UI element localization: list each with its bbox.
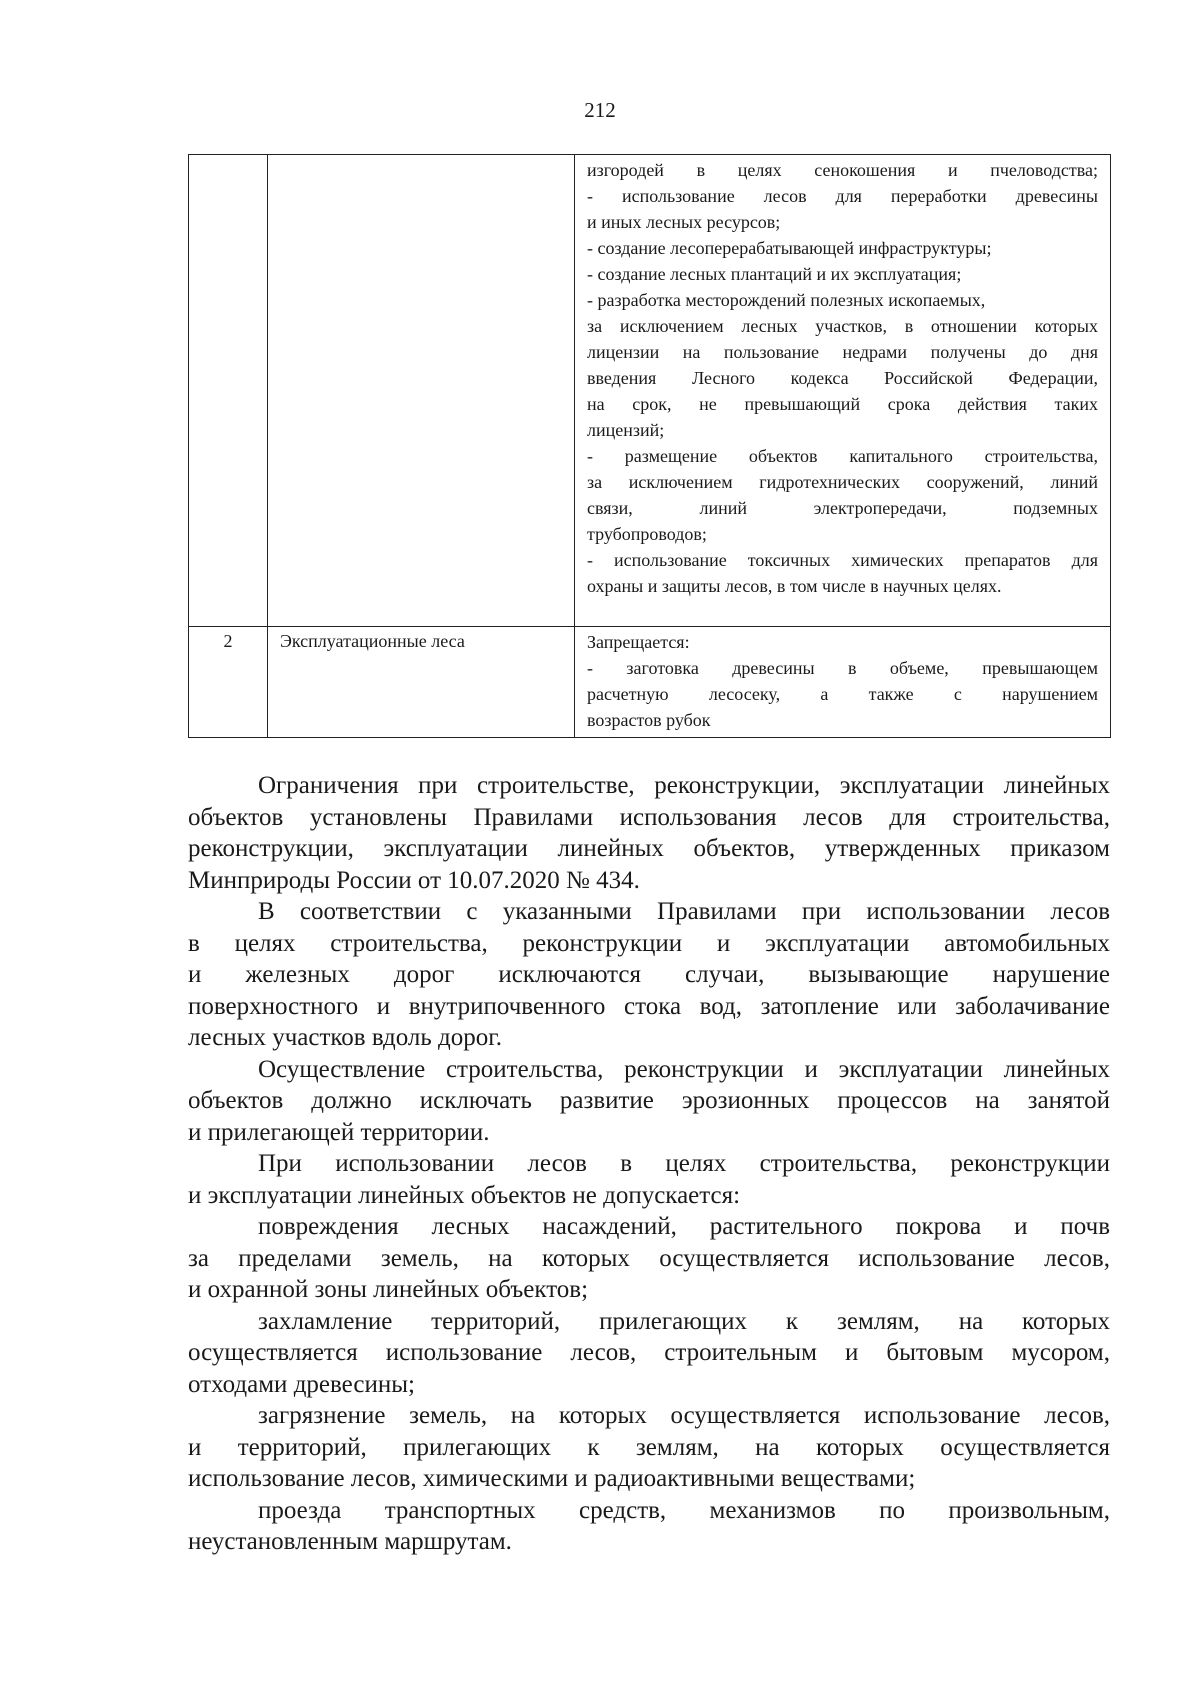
restriction-line: за исключением лесных участков, в отношении которых: [587, 316, 1098, 336]
restriction-line: - размещение объектов капитального строительства,: [587, 446, 1098, 466]
restriction-line: охраны и защиты лесов, в том числе в научных целях.: [587, 576, 1002, 596]
paragraph-littering: [188, 1306, 1110, 1401]
paragraph-line: Осуществление строительства, реконструкции и эксплуатации линейных: [258, 1055, 1110, 1083]
paragraph-erosion: [188, 1054, 1110, 1149]
restriction-line: Запрещается:: [587, 632, 690, 652]
restrictions-table: [188, 154, 1111, 738]
restriction-line: трубопроводов;: [587, 524, 707, 544]
restriction-line: лицензий;: [587, 420, 665, 440]
paragraph-line: загрязнение земель, на которых осуществляется использование лесов,: [258, 1402, 1110, 1429]
restriction-line: - создание лесных плантаций и их эксплуатация;: [587, 264, 962, 284]
restrictions-cell: [575, 155, 1111, 627]
paragraph-line: При использовании лесов в целях строительства, реконструкции: [258, 1150, 1110, 1177]
paragraph-line: Минприроды России от 10.07.2020 № 434.: [188, 866, 640, 894]
paragraph-line: за пределами земель, на которых осуществляется использование лесов,: [188, 1244, 1110, 1272]
forest-category-cell: [268, 155, 575, 627]
paragraph-line: Ограничения при строительстве, реконструкции, эксплуатации линейных: [258, 772, 1110, 799]
paragraph-line: отходами древесины;: [188, 1370, 415, 1398]
restriction-line: - заготовка древесины в объеме, превышающем: [587, 658, 1098, 678]
paragraph-line: объектов должно исключать развитие эрозионных процессов на занятой: [188, 1087, 1110, 1114]
restriction-line: и иных лесных ресурсов;: [587, 212, 781, 232]
restriction-line: - использование токсичных химических препаратов для: [587, 550, 1098, 570]
table-row: [189, 155, 1111, 627]
paragraph-pollution: [188, 1400, 1110, 1495]
page-number: 212: [584, 98, 616, 122]
paragraph-line: и территорий, прилегающих к землям, на которых осуществляется: [188, 1433, 1110, 1461]
restriction-line: возрастов рубок: [587, 710, 711, 730]
restriction-line: за исключением гидротехнических сооружений, линий: [587, 472, 1098, 492]
body-text: [188, 770, 1110, 1558]
paragraph-line: использование лесов, химическими и радиоактивными веществами;: [188, 1465, 916, 1492]
forest-category-cell: Эксплуатационные леса: [268, 627, 575, 738]
paragraph-line: неустановленным маршрутам.: [188, 1528, 512, 1555]
paragraph-damage: [188, 1211, 1110, 1306]
paragraph-not-allowed: [188, 1148, 1110, 1211]
restriction-line: расчетную лесосеку, а также с нарушением: [587, 684, 1098, 704]
paragraph-line: повреждения лесных насаждений, растительного покрова и почв: [258, 1213, 1110, 1240]
paragraph-line: и прилегающей территории.: [188, 1118, 490, 1146]
row-number-cell: 2: [189, 627, 268, 738]
paragraph-line: реконструкции, эксплуатации линейных объектов, утвержденных приказом: [188, 835, 1110, 862]
restriction-line: введения Лесного кодекса Российской Федерации,: [587, 368, 1098, 388]
paragraph-line: осуществляется использование лесов, строительным и бытовым мусором,: [188, 1339, 1110, 1366]
paragraph-roads: [188, 896, 1110, 1054]
paragraph-line: В соответствии с указанными Правилами при использовании лесов: [258, 898, 1110, 925]
paragraph-line: объектов установлены Правилами использования лесов для строительства,: [188, 803, 1110, 831]
restrictions-cell: [575, 627, 1111, 738]
restriction-line: - разработка месторождений полезных ископаемых,: [587, 290, 986, 310]
restriction-line: изгородей в целях сенокошения и пчеловодства;: [587, 160, 1098, 180]
table-row: [189, 627, 1111, 738]
paragraph-vehicles: [188, 1495, 1110, 1558]
row-number-cell: [189, 155, 268, 627]
restriction-line: на срок, не превышающий срока действия таких: [587, 394, 1098, 414]
restriction-line: связи, линий электропередачи, подземных: [587, 498, 1098, 518]
paragraph-line: захламление территорий, прилегающих к землям, на которых: [258, 1307, 1110, 1335]
paragraph-line: поверхностного и внутрипочвенного стока вод, затопление или заболачивание: [188, 992, 1110, 1020]
paragraph-line: лесных участков вдоль дорог.: [188, 1024, 502, 1051]
paragraph-line: в целях строительства, реконструкции и эксплуатации автомобильных: [188, 929, 1110, 957]
paragraph-line: и железных дорог исключаются случаи, вызывающие нарушение: [188, 961, 1110, 988]
restriction-line: - создание лесоперерабатывающей инфраструктуры;: [587, 238, 992, 258]
paragraph-line: и охранной зоны линейных объектов;: [188, 1276, 589, 1303]
restriction-line: - использование лесов для переработки древесины: [587, 186, 1098, 206]
paragraph-line: и эксплуатации линейных объектов не допускается:: [188, 1181, 741, 1209]
paragraph-line: проезда транспортных средств, механизмов по произвольным,: [258, 1496, 1110, 1524]
restriction-line: лицензии на пользование недрами получены до дня: [587, 342, 1098, 362]
paragraph-linear-objects-rules: [188, 770, 1110, 896]
